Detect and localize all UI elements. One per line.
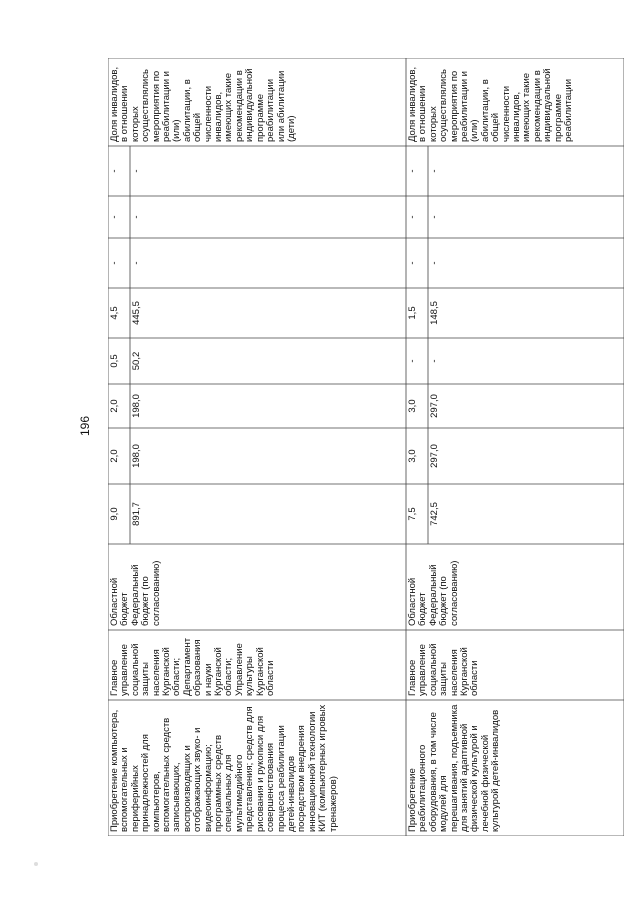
row2-y5-federal: -: [429, 261, 440, 265]
row2-y3-regional: -: [407, 359, 418, 363]
row2-y2-regional: 3,0: [407, 399, 418, 413]
row2-y3-federal: -: [429, 359, 440, 363]
row1-y7-regional: -: [109, 169, 120, 173]
row1-funding-sources: Областной бюджет Федеральный бюджет (по согласованию): [109, 560, 162, 626]
page-number: 196: [78, 415, 92, 436]
row1-y5-regional: -: [109, 261, 120, 265]
row2-y4-regional: 1,5: [407, 306, 418, 320]
row2-y1-federal: 297,0: [429, 444, 440, 468]
document-table: [108, 58, 624, 836]
row1-y4-regional: 4,5: [109, 306, 120, 320]
row2-y7-regional: -: [407, 169, 418, 173]
row1-y5-federal: -: [131, 261, 142, 265]
row1-y6-federal: -: [131, 215, 142, 219]
row1-y1-federal: 198,0: [131, 444, 142, 468]
row1-target-indicator: Доля инвалидов, в отношении которых осуществлялись мероприятия по реабилитации и (или) абилитации, в общей численности инвалидов, имеющих такие рекомендации в индивидуальной программе реабилитации или абилитации (дети): [109, 66, 297, 142]
row1-y7-federal: -: [131, 169, 142, 173]
row1-y2-federal: 198,0: [131, 394, 142, 418]
row2-y5-regional: -: [407, 261, 418, 265]
row2-y6-federal: -: [429, 215, 440, 219]
row2-total-federal: 742,5: [429, 502, 440, 526]
row1-event-name: Приобретение компьютера, вспомогательных и периферийных принадлежностей для компьютеров, вспомогательных средств записывающих, воспроизводящих и отображающих звуко- и видеоинформацию; программных средств специальных для мультимедийного представления; средств для рисования и рукописи для совершенствования процесса реабилитации детей-инвалидов посредством внедрения инновационной технологии КИТ (компьютерных игровых тренажеров): [109, 704, 339, 832]
row1-y3-regional: 0,5: [109, 354, 120, 368]
row1-y6-regional: -: [109, 215, 120, 219]
row2-y6-regional: -: [407, 215, 418, 219]
row2-funding-sources: Областной бюджет Федеральный бюджет (по согласованию): [407, 560, 460, 626]
row1-executors: Главное управление социальной защиты населения Курганской области; Департамент образования и науки Курганской области; Управление культуры Курганской области: [109, 637, 277, 696]
row2-event-name: Приобретение реабилитационного оборудования, в том числе модулей для перешагивания, подъемника для занятий адаптивной физической культурой и лечебной физической культурой детей-инвалидов: [407, 704, 502, 832]
row1-y3-federal: 50,2: [131, 351, 142, 371]
row2-target-indicator: Доля инвалидов, в отношении которых осуществлялись мероприятия по реабилитации и (или) абилитации, в общей численности инвалидов, имеющих такие рекомендации в индивидуальной программе реабилитации: [407, 66, 575, 142]
row1-y4-federal: 445,5: [131, 301, 142, 325]
row1-total-regional: 9,0: [109, 507, 120, 521]
row1-total-federal: 891,7: [131, 502, 142, 526]
row1-y1-regional: 2,0: [109, 449, 120, 463]
row2-y7-federal: -: [429, 169, 440, 173]
row2-executors: Главное управление социальной защиты населения Курганской области: [407, 643, 481, 696]
row2-y2-federal: 297,0: [429, 394, 440, 418]
row2-y4-federal: 148,5: [429, 301, 440, 325]
row2-y1-regional: 3,0: [407, 449, 418, 463]
row1-y2-regional: 2,0: [109, 399, 120, 413]
scan-speck: [34, 862, 38, 866]
row2-total-regional: 7,5: [407, 507, 418, 521]
